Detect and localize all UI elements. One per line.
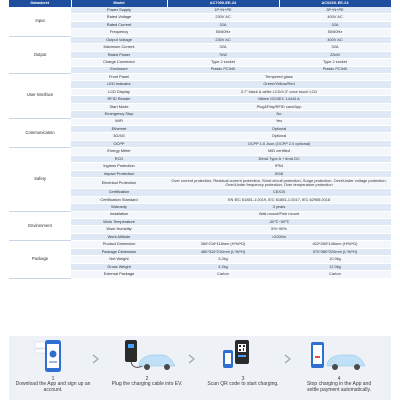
value-model-b: 400V AC bbox=[279, 14, 391, 21]
value-shared: Optional bbox=[167, 133, 391, 140]
phone-app-icon bbox=[15, 336, 91, 376]
spec-row bbox=[9, 148, 391, 155]
parameter-name: Rated Power bbox=[71, 51, 167, 58]
value-shared: Optional bbox=[167, 126, 391, 133]
step-1-number: 1 bbox=[51, 376, 55, 382]
value-shared: 3 years bbox=[167, 204, 391, 211]
parameter-name: LED Indicator bbox=[71, 81, 167, 88]
value-model-b: 402*280*148mm (H*W*D) bbox=[279, 241, 391, 248]
spec-row bbox=[9, 241, 391, 248]
category-label: Communication bbox=[9, 118, 71, 148]
value-model-b: Plastic PC940 bbox=[279, 66, 391, 73]
parameter-name: Gross Weight bbox=[71, 263, 167, 270]
parameter-name: Power Supply bbox=[71, 7, 167, 14]
value-shared: Plug&Play/RFID card/App bbox=[167, 103, 391, 110]
value-shared: 5%~95% bbox=[167, 226, 391, 233]
header-model-b: AC022K-EE-24 bbox=[279, 0, 391, 7]
arrow-right-icon bbox=[187, 354, 197, 364]
parameter-name: OCPP bbox=[71, 140, 167, 147]
charging-steps bbox=[9, 336, 391, 400]
parameter-name: Rated Voltage bbox=[71, 14, 167, 21]
category-label: User Interface bbox=[9, 73, 71, 118]
parameter-name: 3G/4G bbox=[71, 133, 167, 140]
value-shared: MID certified bbox=[167, 148, 391, 155]
step-2-text: Plug the charging cable into EV. bbox=[111, 381, 183, 387]
parameter-name: Package Dimension bbox=[71, 248, 167, 255]
value-shared: Tempered glass bbox=[167, 73, 391, 80]
value-model-b: 50/60Hz bbox=[279, 29, 391, 36]
category-label: Environment bbox=[9, 211, 71, 241]
spec-table bbox=[9, 0, 392, 279]
parameter-name: WiFi bbox=[71, 118, 167, 125]
value-shared: EN IEC 61851-1:2019, IEC 61851-1:2017, IEC 62955:2018 bbox=[167, 196, 391, 203]
parameter-name: Work Altitude bbox=[71, 233, 167, 240]
category-label: Input bbox=[9, 7, 71, 36]
parameter-name: Enclosure bbox=[71, 66, 167, 73]
value-shared: Yes bbox=[167, 118, 391, 125]
parameter-name: Maximum Current bbox=[71, 44, 167, 51]
spec-row bbox=[9, 118, 391, 125]
category-label: Package bbox=[9, 241, 71, 278]
value-shared: No bbox=[167, 111, 391, 118]
value-model-b: 12.0kg bbox=[279, 263, 391, 270]
spec-row bbox=[9, 36, 391, 43]
parameter-name: Ingress Protection bbox=[71, 163, 167, 170]
parameter-name: Work Temperature bbox=[71, 219, 167, 226]
step-3-number: 3 bbox=[241, 376, 245, 382]
value-model-a: 32A bbox=[167, 44, 279, 51]
parameter-name: Rated Current bbox=[71, 21, 167, 28]
value-shared: <2000m bbox=[167, 233, 391, 240]
value-model-a: 32A bbox=[167, 21, 279, 28]
header-model-a: AC7000-EE-24 bbox=[167, 0, 279, 7]
value-model-b: 3P+N+PE bbox=[279, 7, 391, 14]
parameter-name: Energy Meter bbox=[71, 148, 167, 155]
value-shared: OCPP 1.6 Json (OCPP 2.0 optional) bbox=[167, 140, 391, 147]
category-label: Safety bbox=[9, 148, 71, 211]
value-shared: Over current protection, Residual current protection, Short circuit protection, Surge protection, Over/Under voltage protection, Over/Under frequency protection, Over temperature protection bbox=[167, 178, 391, 189]
value-shared: IK08 bbox=[167, 170, 391, 177]
parameter-name: External Package bbox=[71, 271, 167, 278]
value-shared: Mifare ISO/IEC 14443 A bbox=[167, 96, 391, 103]
step-plug-cable bbox=[109, 336, 185, 400]
parameter-name: Product Dimension bbox=[71, 241, 167, 248]
parameter-name: RFID Reader bbox=[71, 96, 167, 103]
phone-car-icon bbox=[301, 336, 377, 376]
value-shared: 3.7" black & white LCD/4.3" color touch LCD bbox=[167, 88, 391, 95]
step-download-app bbox=[15, 336, 91, 400]
value-model-a: 50/60Hz bbox=[167, 29, 279, 36]
header-model: Model bbox=[71, 0, 167, 7]
spec-row bbox=[9, 73, 391, 80]
category-label: Output bbox=[9, 36, 71, 73]
parameter-name: Start Mode bbox=[71, 103, 167, 110]
parameter-name: Emergency Stop bbox=[71, 111, 167, 118]
value-shared: CE/CB bbox=[167, 189, 391, 196]
parameter-name: Installation bbox=[71, 211, 167, 218]
value-model-b: 570*380*220mm (L*W*H) bbox=[279, 248, 391, 255]
value-model-a: Plastic PC940 bbox=[167, 66, 279, 73]
value-model-a: 3.2kg bbox=[167, 256, 279, 263]
datasheet bbox=[9, 0, 391, 279]
parameter-name: Certification bbox=[71, 189, 167, 196]
arrow-right-icon bbox=[91, 354, 101, 364]
parameter-name: Frequency bbox=[71, 29, 167, 36]
value-model-b: 10.0kg bbox=[279, 256, 391, 263]
parameter-name: RCD bbox=[71, 155, 167, 162]
spec-row bbox=[9, 211, 391, 218]
header-datasheet: Datasheet bbox=[9, 0, 71, 7]
value-model-b: 400V AC bbox=[279, 36, 391, 43]
step-scan-qr bbox=[205, 336, 281, 400]
value-model-b: Carton bbox=[279, 271, 391, 278]
parameter-name: LCD Display bbox=[71, 88, 167, 95]
value-shared: Wall-mount/Pole mount bbox=[167, 211, 391, 218]
value-model-a: 4.2kg bbox=[167, 263, 279, 270]
step-3-text: Scan QR code to start charging. bbox=[207, 381, 279, 387]
step-2-number: 2 bbox=[145, 376, 149, 382]
step-4-number: 4 bbox=[337, 376, 341, 382]
value-model-a: 480*310*210mm (L*W*H) bbox=[167, 248, 279, 255]
value-model-b: 32A bbox=[279, 44, 391, 51]
step-4-text: Stop charging in the App and settle payment automatically. bbox=[306, 381, 372, 393]
qr-charger-icon bbox=[205, 336, 281, 376]
step-1-text: Download the App and sign up an account. bbox=[15, 381, 91, 393]
arrow-right-icon bbox=[283, 354, 293, 364]
parameter-name: Output Voltage bbox=[71, 36, 167, 43]
parameter-name: Electrical Protection bbox=[71, 178, 167, 189]
spec-row bbox=[9, 7, 391, 14]
parameter-name: Net Weight bbox=[71, 256, 167, 263]
value-shared: 30mA Type A + 6mA DC bbox=[167, 155, 391, 162]
value-model-a: 7kW bbox=[167, 51, 279, 58]
step-stop-charging bbox=[301, 336, 377, 400]
value-shared: Green/Yellow/Red bbox=[167, 81, 391, 88]
value-model-a: Carton bbox=[167, 271, 279, 278]
charger-car-icon bbox=[109, 336, 185, 376]
parameter-name: Ethernet bbox=[71, 126, 167, 133]
value-model-a: 1P+N+PE bbox=[167, 7, 279, 14]
value-shared: -30℃~50℃ bbox=[167, 219, 391, 226]
value-model-a: 360*216*118mm (H*W*D) bbox=[167, 241, 279, 248]
parameter-name: Certification Standard bbox=[71, 196, 167, 203]
parameter-name: Charge Connector bbox=[71, 59, 167, 66]
value-model-b: 32A bbox=[279, 21, 391, 28]
value-shared: IP54 bbox=[167, 163, 391, 170]
parameter-name: Work Humidity bbox=[71, 226, 167, 233]
value-model-a: 230V AC bbox=[167, 14, 279, 21]
parameter-name: Warranty bbox=[71, 204, 167, 211]
value-model-b: 22kW bbox=[279, 51, 391, 58]
spec-table-header bbox=[9, 0, 391, 7]
parameter-name: Impact Protection bbox=[71, 170, 167, 177]
value-model-a: Type 2 socket bbox=[167, 59, 279, 66]
parameter-name: Front Panel bbox=[71, 73, 167, 80]
value-model-a: 230V AC bbox=[167, 36, 279, 43]
value-model-b: Type 2 socket bbox=[279, 59, 391, 66]
